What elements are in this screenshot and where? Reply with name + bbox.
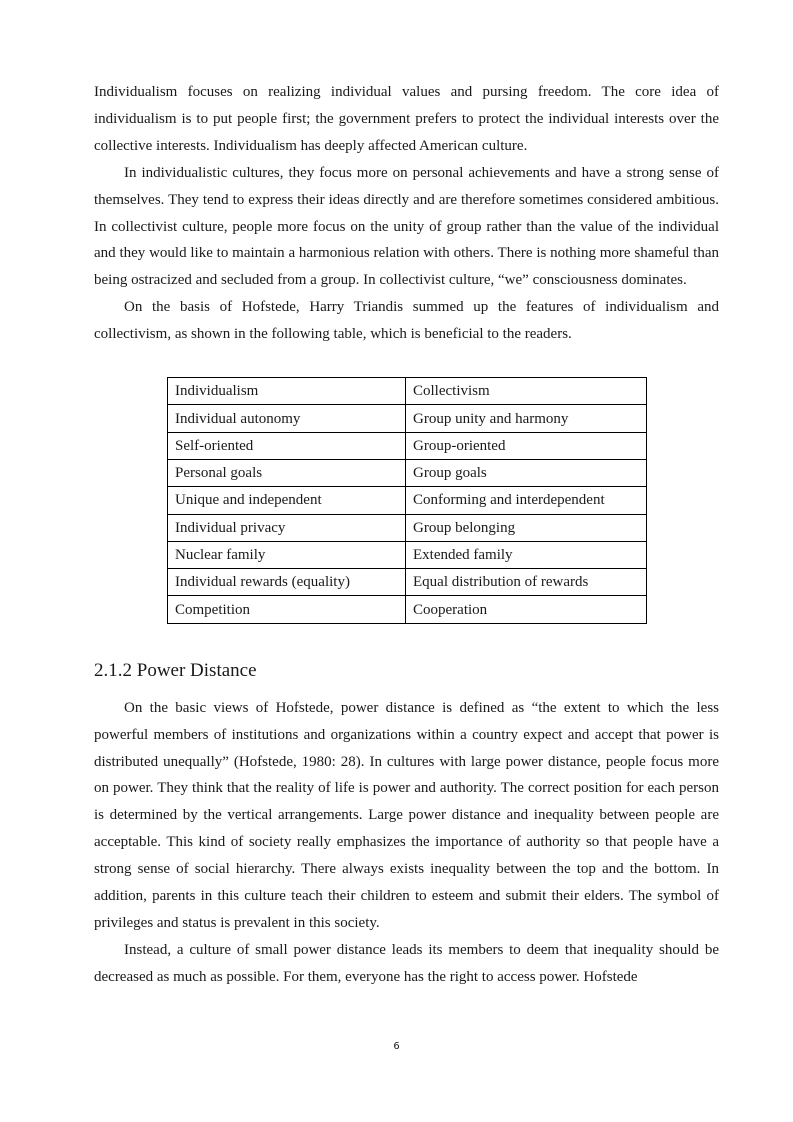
table-cell-collectivism: Extended family	[406, 541, 647, 568]
table-cell-individualism: Individualism	[168, 378, 406, 405]
paragraph-individualism-intro: Individualism focuses on realizing individual values and pursing freedom. The core idea of individualism is to put people first; the government prefers to protect the individual interests over the collective interests. Individualism has deeply affected American culture.	[94, 84, 719, 154]
table-cell-individualism: Competition	[168, 596, 406, 623]
table-cell-collectivism: Cooperation	[406, 596, 647, 623]
table-cell-collectivism: Group goals	[406, 459, 647, 486]
table-row	[168, 459, 647, 486]
table-row	[168, 569, 647, 596]
table-row	[168, 596, 647, 623]
table-cell-individualism: Nuclear family	[168, 541, 406, 568]
table-cell-collectivism: Group unity and harmony	[406, 405, 647, 432]
table-cell-collectivism: Collectivism	[406, 378, 647, 405]
page-number: 6	[393, 1041, 400, 1052]
table-cell-collectivism: Group belonging	[406, 514, 647, 541]
table-cell-individualism: Individual privacy	[168, 514, 406, 541]
paragraph-triandis: On the basis of Hofstede, Harry Triandis summed up the features of individualism and collectivism, as shown in the following table, which is beneficial to the readers.	[94, 299, 719, 343]
paragraph-small-power-distance: Instead, a culture of small power distance leads its members to deem that inequality should be decreased as much as possible. For them, everyone has the right to access power. Hofstede	[94, 941, 719, 985]
comparison-table	[167, 377, 647, 624]
table-row	[168, 432, 647, 459]
table-row	[168, 514, 647, 541]
table-cell-collectivism: Conforming and interdependent	[406, 487, 647, 514]
table-cell-individualism: Individual rewards (equality)	[168, 569, 406, 596]
section-heading: 2.1.2 Power Distance	[94, 659, 257, 681]
page-content	[94, 79, 719, 991]
table-cell-collectivism: Equal distribution of rewards	[406, 569, 647, 596]
table-row	[168, 378, 647, 405]
table-cell-collectivism: Group-oriented	[406, 432, 647, 459]
table-row	[168, 405, 647, 432]
comparison-table-body	[168, 378, 647, 624]
table-cell-individualism: Unique and independent	[168, 487, 406, 514]
table-row	[168, 487, 647, 514]
paragraph-individualistic-cultures: In individualistic cultures, they focus more on personal achievements and have a strong sense of themselves. They tend to express their ideas directly and are therefore sometimes considered ambitious. In collectivist culture, people more focus on the unity of group rather than the value of the individual and they would like to maintain a harmonious relation with others. There is nothing more shameful than being ostracized and secluded from a group. In collectivist culture, “we” consciousness dominates.	[94, 164, 719, 289]
table-cell-individualism: Individual autonomy	[168, 405, 406, 432]
table-row	[168, 541, 647, 568]
table-cell-individualism: Self-oriented	[168, 432, 406, 459]
table-cell-individualism: Personal goals	[168, 459, 406, 486]
paragraph-power-distance: On the basic views of Hofstede, power distance is defined as “the extent to which the less powerful members of institutions and organizations within a country expect and accept that power is distributed unequally” (Hofstede, 1980: 28). In cultures with large power distance, people focus more on power. They think that the reality of life is power and authority. The correct position for each person is determined by the vertical arrangements. Large power distance and inequality between people are acceptable. This kind of society really emphasizes the importance of authority so that people have a strong sense of social hierarchy. There always exists inequality between the top and the bottom. In addition, parents in this culture teach their children to esteem and submit their elders. The symbol of privileges and status is prevalent in this society.	[94, 699, 719, 931]
